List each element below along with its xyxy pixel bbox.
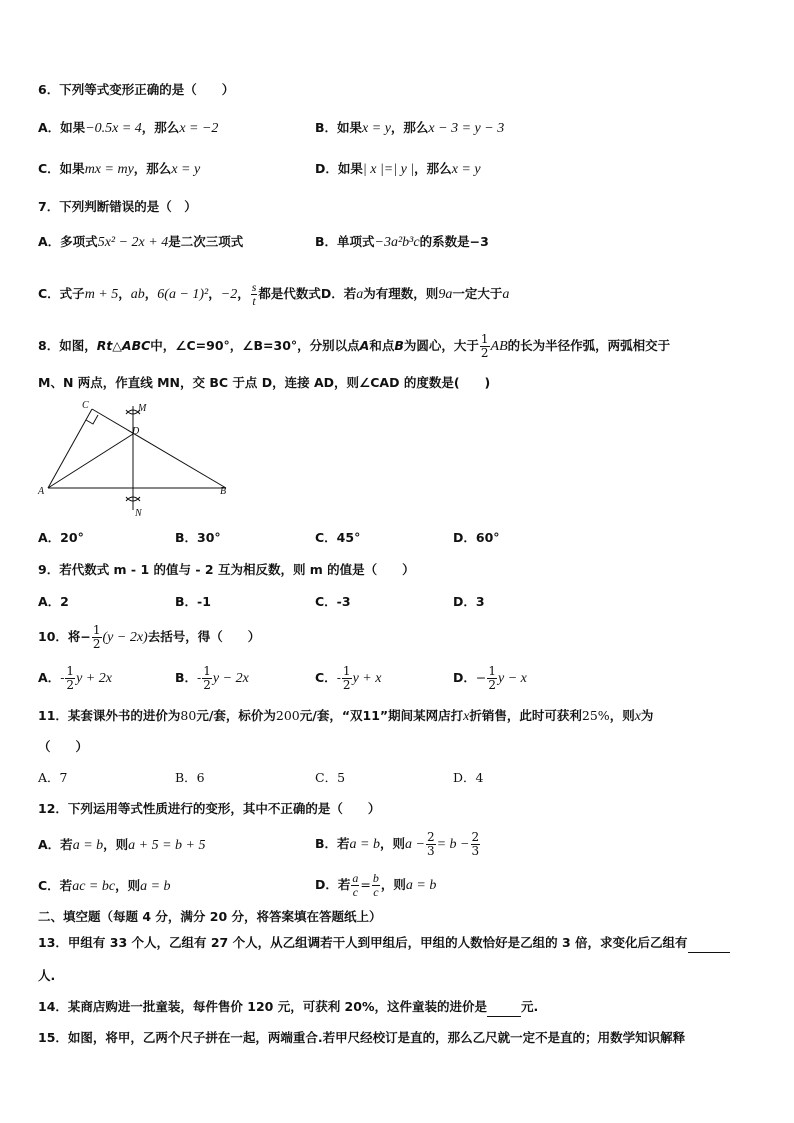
q9-option-c: C．-3 (315, 594, 351, 609)
q12-option-d: D．若 $\frac{a}{c}$ = $\frac{b}{c}$ ，则a = b (315, 871, 437, 899)
q12-option-c: C．若ac = bc，则a = b (38, 878, 171, 894)
section-heading-fill-in: 二、填空题（每题 4 分，满分 20 分，将答案填在答题纸上） (38, 909, 382, 924)
q12-option-b: B．若a = b，则a − $\frac{2}{3}$ = b − $\frac{2}{3}$ (315, 830, 480, 858)
q8-option-d: D．60° (453, 530, 500, 545)
q8-stem-line1: 8．如图，Rt△ABC中，∠C=90°，∠B=30°，分别以点A和点B为圆心，大于 $\frac{1}{2}$ AB的长为半径作弧，两弧相交于 (38, 332, 671, 360)
q13-stem-line2: 人. (38, 968, 56, 983)
q8-triangle-figure (30, 398, 240, 520)
q11-option-a: A．7 (38, 770, 68, 785)
q10-option-d: D．− $\frac{1}{2}$ y − x (453, 664, 527, 692)
label-d: D (132, 426, 140, 437)
q6-option-a: A．如果−0.5x = 4，那么x = −2 (38, 120, 219, 136)
label-n: N (135, 508, 142, 519)
q11-option-b: B．6 (175, 770, 205, 785)
side-cb (92, 409, 226, 488)
q13-stem-line1: 13．甲组有 33 个人，乙组有 27 个人，从乙组调若干人到甲组后，甲组的人数恰好是乙组的 3 倍，求变化后乙组有 (38, 934, 730, 953)
q10-stem: 10．将− $\frac{1}{2}$ (y − 2x)去括号，得（ ） (38, 623, 261, 651)
label-b: B (220, 486, 227, 497)
q7-option-c-d: C．式子m + 5，ab，6(a − 1)²，−2， $\frac{s}{t}$ 都是代数式D．若a为有理数，则9a一定大于a (38, 280, 510, 308)
q11-stem-line1: 11．某套课外书的进价为80元/套，标价为200元/套，“双11”期间某网店打x折销售，此时可获利25%，则x为 (38, 708, 654, 724)
q9-stem: 9．若代数式 m - 1 的值与 - 2 互为相反数，则 m 的值是（ ） (38, 562, 415, 577)
q9-option-d: D．3 (453, 594, 485, 609)
q11-option-c: C．5 (315, 770, 346, 785)
q10-option-c: C．- $\frac{1}{2}$ y + x (315, 664, 382, 692)
q8-option-c: C．45° (315, 530, 361, 545)
label-c: C (82, 400, 89, 411)
q9-option-b: B．-1 (175, 594, 211, 609)
q11-stem-line2: （ ） (38, 739, 89, 754)
q6-option-c: C．如果mx = my，那么x = y (38, 161, 201, 177)
q12-option-a: A．若a = b，则a + 5 = b + 5 (38, 837, 206, 853)
q6-stem: 6．下列等式变形正确的是（ ） (38, 82, 235, 97)
q13-answer-blank[interactable] (688, 934, 730, 953)
q7-option-b: B．单项式−3a²b³c的系数是−3 (315, 234, 489, 250)
q7-stem: 7．下列判断错误的是（ ） (38, 199, 197, 214)
q14-answer-blank[interactable] (487, 998, 521, 1017)
q12-stem: 12．下列运用等式性质进行的变形，其中不正确的是（ ） (38, 801, 381, 816)
side-ac (48, 409, 92, 488)
q11-option-d: D．4 (453, 770, 484, 785)
q6-option-b: B．如果x = y，那么x − 3 = y − 3 (315, 120, 505, 136)
segment-ad (48, 434, 133, 488)
label-a: A (38, 486, 45, 497)
q10-option-b: B．- $\frac{1}{2}$ y − 2x (175, 664, 249, 692)
q15-stem-line1: 15．如图，将甲，乙两个尺子拼在一起，两端重合.若甲尺经校订是直的，那么乙尺就一定不是直的；用数学知识解释 (38, 1030, 686, 1045)
q9-option-a: A．2 (38, 594, 69, 609)
q8-option-a: A．20° (38, 530, 84, 545)
label-m: M (138, 403, 147, 414)
q14-stem: 14．某商店购进一批童装，每件售价 120 元，可获利 20%，这件童装的进价是 元. (38, 998, 538, 1017)
q10-option-a: A．- $\frac{1}{2}$ y + 2x (38, 664, 112, 692)
q7-option-a: A．多项式5x² − 2x + 4是二次三项式 (38, 234, 244, 250)
q8-stem-line2: M、N 两点，作直线 MN，交 BC 于点 D，连接 AD，则∠CAD 的度数是( ) (38, 375, 491, 390)
q6-option-d: D．如果| x |=| y |，那么x = y (315, 161, 481, 177)
q8-option-b: B．30° (175, 530, 221, 545)
